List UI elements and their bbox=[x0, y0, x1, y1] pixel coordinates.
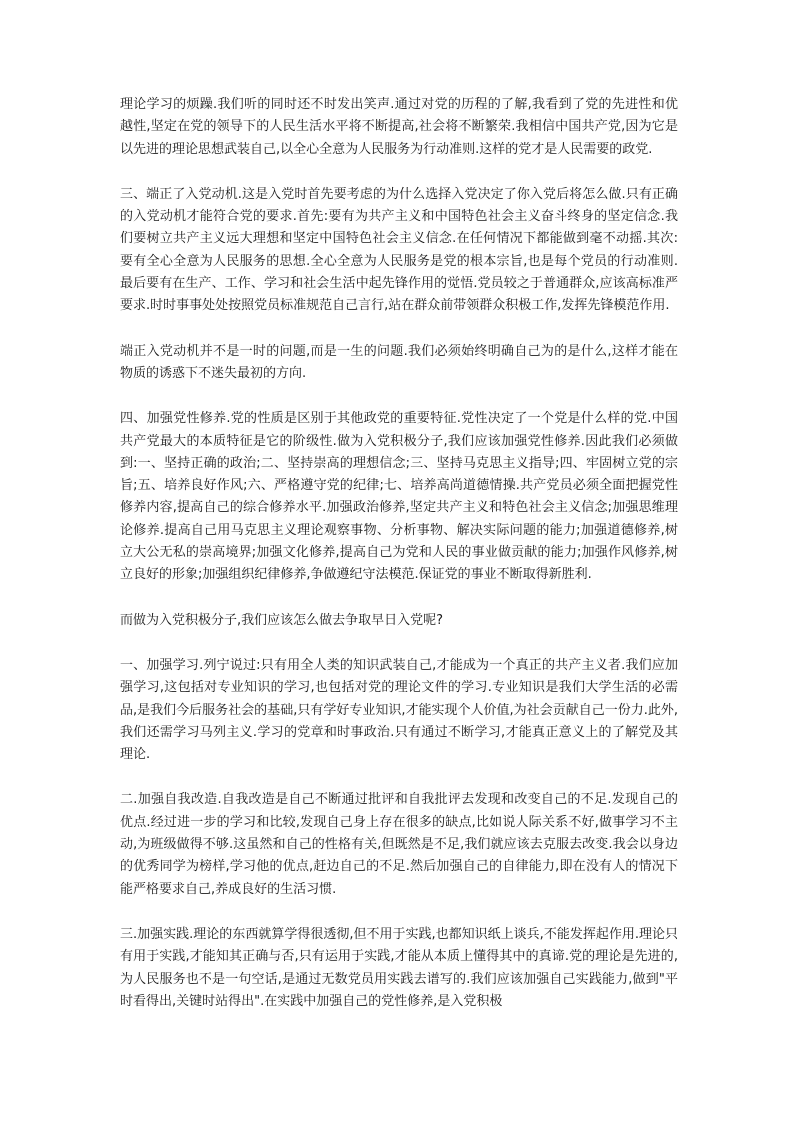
paragraph-practice: 三.加强实践.理论的东西就算学得很透彻,但不用于实践,也都知识纸上谈兵,不能发挥起作用.理论只有用于实践,才能知其正确与否,只有运用于实践,才能从本质上懂得其中的真谛.党的理论是先进的,为人民服务也不是一句空话,是通过无数党员用实践去谱写的.我们应该加强自己实践能力,做到"平时看得出,关键时站得出".在实践中加强自己的党性修养,是入党积极 bbox=[120, 926, 678, 1009]
paragraph-motivation: 三、端正了入党动机.这是入党时首先要考虑的为什么选择入党决定了你入党后将怎么做.只有正确的入党动机才能符合党的要求.首先:要有为共产主义和中国特色社会主义奋斗终身的坚定信念.我们要树立共产主义远大理想和坚定中国特色社会主义信念.在任何情况下都能做到毫不动摇.其次:要有全心全意为人民服务的思想.全心全意为人民服务是党的根本宗旨,也是每个党员的行动准则.最后要有在生产、工作、学习和社会生活中起先锋作用的觉悟.党员较之于普通群众,应该高标准严要求.时时事事处处按照党员标准规范自己言行,站在群众前带领群众积极工作,发挥先锋模范作用. bbox=[120, 186, 678, 314]
paragraph-party-spirit: 四、加强党性修养.党的性质是区别于其他政党的重要特征.党性决定了一个党是什么样的党.中国共产党最大的本质特征是它的阶级性.做为入党积极分子,我们应该加强党性修养.因此我们必须做到:一、坚持正确的政治;二、坚持崇高的理想信念;三、坚持马克思主义指导;四、牢固树立党的宗旨;五、培养良好作风;六、严格遵守党的纪律;七、培养高尚道德情操.共产党员必须全面把握党性修养内容,提高自己的综合修养水平.加强政治修养,坚定共产主义和特色社会主义信念;加强思维理论修养.提高自己用马克思主义理论观察事物、分析事物、解决实际问题的能力;加强道德修养,树立大公无私的崇高境界;加强文化修养,提高自己为党和人民的事业做贡献的能力;加强作风修养,树立良好的形象;加强组织纪律修养,争做遵纪守法模范.保证党的事业不断取得新胜利. bbox=[120, 411, 678, 583]
paragraph-question: 而做为入党积极分子,我们应该怎么做去争取早日入党呢? bbox=[120, 612, 444, 628]
paragraph-self-improvement: 二.加强自我改造.自我改造是自己不断通过批评和自我批评去发现和改变自己的不足.发现自己的优点.经过进一步的学习和比较,发现自己身上存在很多的缺点,比如说人际关系不好,做事学习不主动,为班级做得不够.这虽然和自己的性格有关,但既然是不足,我们就应该去克服去改变.我会以身边的优秀同学为榜样,学习他的优点,赶边自己的不足.然后加强自己的自律能力,即在没有人的情况下能严格要求自己,养成良好的生活习惯. bbox=[120, 792, 678, 897]
paragraph-theory-study: 理论学习的烦躁.我们听的同时还不时发出笑声.通过对党的历程的了解,我看到了党的先进性和优越性,坚定在党的领导下的人民生活水平将不断提高,社会将不断繁荣.我相信中国共产党,因为它是以先进的理论思想武装自己,以全心全意为人民服务为行动准则.这样的党才是人民需要的政党. bbox=[120, 97, 678, 157]
document-body bbox=[120, 94, 678, 1036]
paragraph-strengthen-study: 一、加强学习.列宁说过:只有用全人类的知识武装自己,才能成为一个真正的共产主义者.我们应加强学习,这包括对专业知识的学习,也包括对党的理论文件的学习.专业知识是我们大学生活的必需品,是我们今后服务社会的基础,只有学好专业知识,才能实现个人价值,为社会贡献自己一份力.此外,我们还需学习马列主义.学习的党章和时事政治.只有通过不断学习,才能真正意义上的了解党及其理论. bbox=[120, 657, 678, 763]
paragraph-motivation-lifelong: 端正入党动机并不是一时的问题,而是一生的问题.我们必须始终明确自己为的是什么,这样才能在物质的诱惑下不迷失最初的方向. bbox=[120, 343, 678, 381]
